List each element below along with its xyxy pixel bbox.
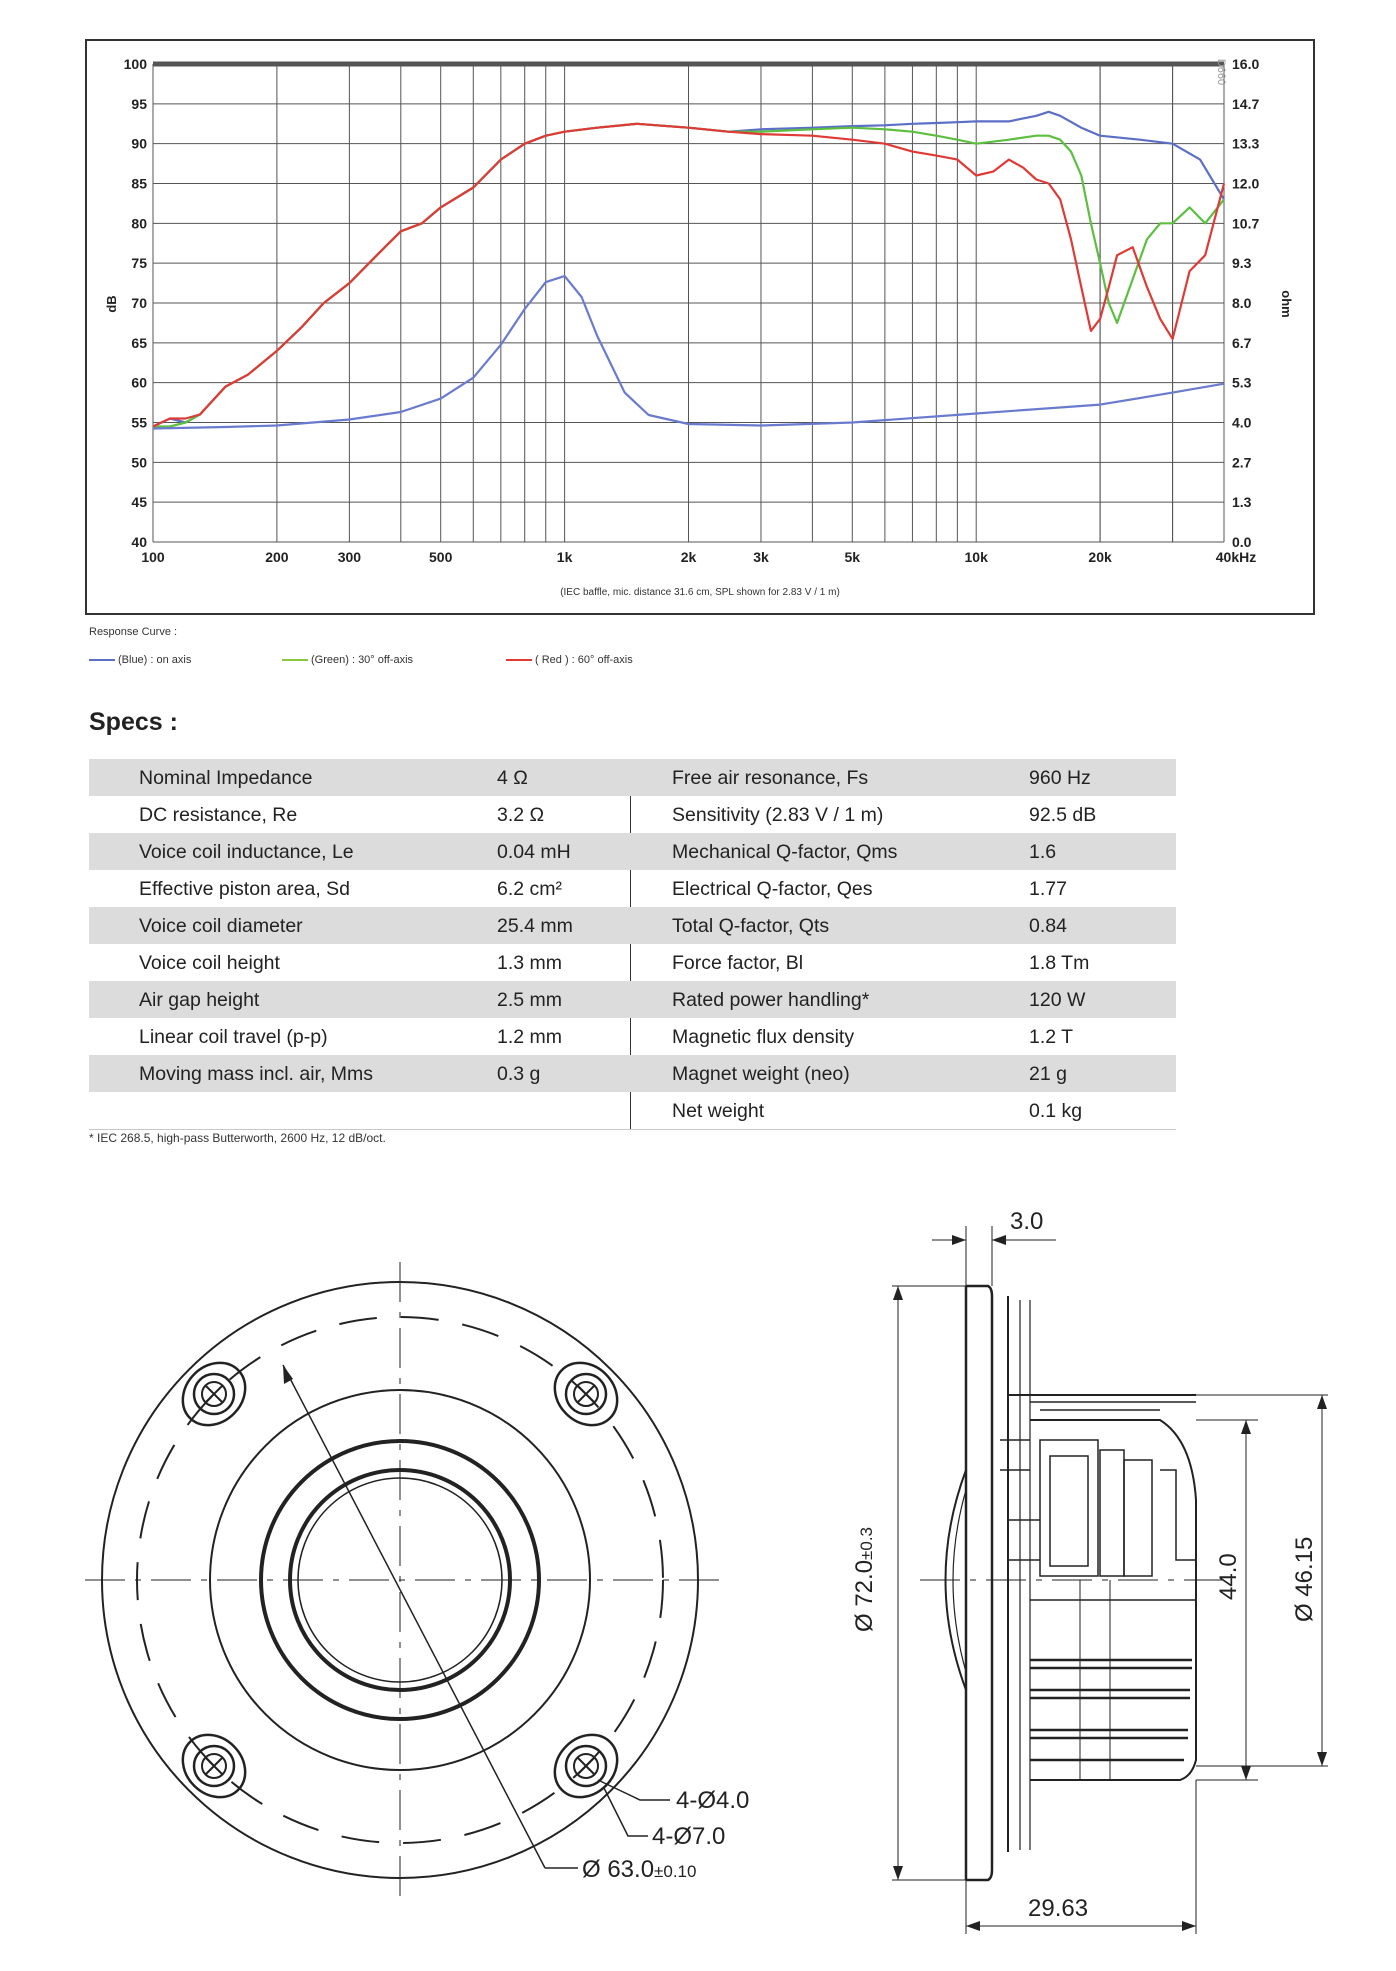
- outer-dia-tolerance: ±0.3: [857, 1526, 876, 1560]
- legend-label: (Green) : 30° off-axis: [311, 654, 414, 666]
- spec-value: 0.84: [1029, 915, 1067, 937]
- y2-tick-label: 9.3: [1232, 255, 1252, 272]
- x-tick-label: 100: [141, 549, 165, 565]
- x-tick-label: 10k: [964, 549, 988, 565]
- y-tick-label: 65: [131, 334, 147, 351]
- spec-value: 2.5 mm: [497, 989, 563, 1011]
- spec-label: Effective piston area, Sd: [139, 878, 351, 900]
- spec-label: Total Q-factor, Qts: [672, 915, 830, 937]
- y-tick-label: 60: [131, 374, 147, 391]
- y-tick-label: 75: [131, 255, 147, 272]
- y-tick-label: 80: [131, 215, 147, 232]
- legend-heading: Response Curve :: [89, 626, 178, 638]
- y2-tick-label: 8.0: [1232, 295, 1252, 311]
- specs-title: Specs :: [89, 708, 178, 736]
- spec-label: DC resistance, Re: [139, 804, 298, 826]
- spec-value: 1.8 Tm: [1029, 952, 1090, 974]
- spec-label: Mechanical Q-factor, Qms: [672, 841, 898, 863]
- motor-ribs: [1030, 1660, 1192, 1760]
- spec-value: 1.6: [1029, 841, 1057, 863]
- x-tick-label: 5k: [844, 549, 861, 565]
- specs-footnote: * IEC 268.5, high-pass Butterworth, 2600 Hz, 12 dB/oct.: [89, 1131, 386, 1145]
- spec-label: Voice coil height: [139, 952, 280, 974]
- spec-label: Moving mass incl. air, Mms: [139, 1063, 374, 1085]
- x-tick-label: 2k: [680, 549, 697, 565]
- spec-value: 960 Hz: [1029, 767, 1091, 789]
- y2-tick-label: 16.0: [1232, 56, 1260, 72]
- spec-label: Free air resonance, Fs: [672, 767, 869, 789]
- outer-dia-value: Ø 72.0: [851, 1559, 878, 1632]
- hole-dim-label: 4-Ø4.0: [676, 1787, 750, 1814]
- mount-hole-br: [542, 1722, 630, 1810]
- spec-value: 1.77: [1029, 878, 1067, 900]
- y-tick-label: 100: [123, 56, 147, 72]
- y-tick-label: 40: [131, 534, 147, 550]
- y-tick-label: 55: [131, 414, 147, 431]
- spec-value: 1.2 mm: [497, 1026, 563, 1048]
- spec-label: Nominal Impedance: [139, 767, 313, 789]
- spec-label: Voice coil inductance, Le: [139, 841, 354, 863]
- y-axis-label: dB: [104, 295, 119, 313]
- spec-label: Net weight: [672, 1100, 765, 1122]
- x-tick-label: 200: [265, 549, 289, 565]
- spec-value: 1.3 mm: [497, 952, 563, 974]
- spec-label: Magnet weight (neo): [672, 1063, 850, 1085]
- y2-tick-label: 1.3: [1232, 494, 1252, 511]
- legend-label: (Blue) : on axis: [118, 654, 192, 666]
- bolt-circle-value: Ø 63.0: [582, 1856, 655, 1883]
- spec-value: 92.5 dB: [1029, 804, 1097, 826]
- spec-label: Air gap height: [139, 989, 260, 1011]
- spec-label: Force factor, Bl: [672, 952, 804, 974]
- y-tick-label: 45: [131, 494, 147, 511]
- counterbore-dim-label: 4-Ø7.0: [652, 1823, 726, 1850]
- y2-tick-label: 13.3: [1232, 135, 1260, 152]
- legend-label: ( Red ) : 60° off-axis: [535, 654, 633, 666]
- y-tick-label: 85: [131, 175, 147, 192]
- x-tick-label: 300: [337, 549, 362, 565]
- side-view: [892, 1226, 1328, 1934]
- y-tick-label: 90: [131, 135, 147, 152]
- x-tick-label: 3k: [753, 549, 769, 565]
- y-tick-label: 50: [131, 454, 147, 471]
- mount-hole-tr: [542, 1350, 630, 1438]
- y2-tick-label: 12.0: [1232, 175, 1260, 192]
- spec-label: Linear coil travel (p-p): [139, 1026, 328, 1048]
- spec-label: Electrical Q-factor, Qes: [672, 878, 873, 900]
- mount-hole-tl: [170, 1350, 258, 1438]
- front-view: [85, 1262, 720, 1898]
- spec-value: 6.2 cm²: [497, 878, 563, 900]
- flange-dim-label: 3.0: [1010, 1208, 1044, 1235]
- y2-tick-label: 4.0: [1232, 414, 1252, 431]
- spec-value: 4 Ω: [497, 767, 528, 789]
- spec-value: 21 g: [1029, 1063, 1067, 1085]
- spec-label: Sensitivity (2.83 V / 1 m): [672, 804, 884, 826]
- mount-hole-bl: [170, 1722, 258, 1810]
- x-tick-label: 1k: [556, 549, 573, 565]
- spec-value: 0.3 g: [497, 1063, 541, 1085]
- spec-value: 0.1 kg: [1029, 1100, 1083, 1122]
- y2-tick-label: 6.7: [1232, 334, 1252, 351]
- y-tick-label: 70: [131, 295, 147, 311]
- spec-label: Rated power handling*: [672, 989, 870, 1011]
- counterbore-leader: [604, 1788, 648, 1836]
- x-tick-label: 20k: [1088, 549, 1112, 565]
- spec-value: 3.2 Ω: [497, 804, 545, 826]
- bolt-circle-dim-label: [582, 1856, 696, 1883]
- spec-value: 1.2 T: [1029, 1026, 1074, 1048]
- x-tick-label: 40kHz: [1215, 549, 1257, 565]
- depth-dim-label: 29.63: [1028, 1895, 1089, 1922]
- y2-tick-label: 5.3: [1232, 374, 1252, 391]
- spec-value: 120 W: [1029, 989, 1086, 1011]
- bolt-circle-tolerance: ±0.10: [654, 1862, 697, 1881]
- chart-watermark: D660: [1215, 58, 1227, 86]
- spec-label: Magnetic flux density: [672, 1026, 855, 1048]
- spec-label: Voice coil diameter: [139, 915, 303, 937]
- chart-caption: (IEC baffle, mic. distance 31.6 cm, SPL shown for 2.83 V / 1 m): [560, 587, 840, 598]
- y2-tick-label: 0.0: [1232, 534, 1252, 550]
- y2-tick-label: 14.7: [1232, 95, 1260, 112]
- body-dim-label: 44.0: [1215, 1553, 1242, 1600]
- y-tick-label: 95: [131, 95, 147, 112]
- side-flange: [966, 1286, 992, 1880]
- rear-dia-dim-label: Ø 46.15: [1291, 1536, 1318, 1622]
- outer-dia-dim-label: [851, 1527, 878, 1632]
- y2-tick-label: 2.7: [1232, 454, 1252, 471]
- y2-axis-label: ohm: [1279, 290, 1294, 318]
- spec-value: 25.4 mm: [497, 915, 573, 937]
- x-tick-label: 500: [429, 549, 453, 565]
- y2-tick-label: 10.7: [1232, 215, 1260, 232]
- spec-value: 0.04 mH: [497, 841, 571, 863]
